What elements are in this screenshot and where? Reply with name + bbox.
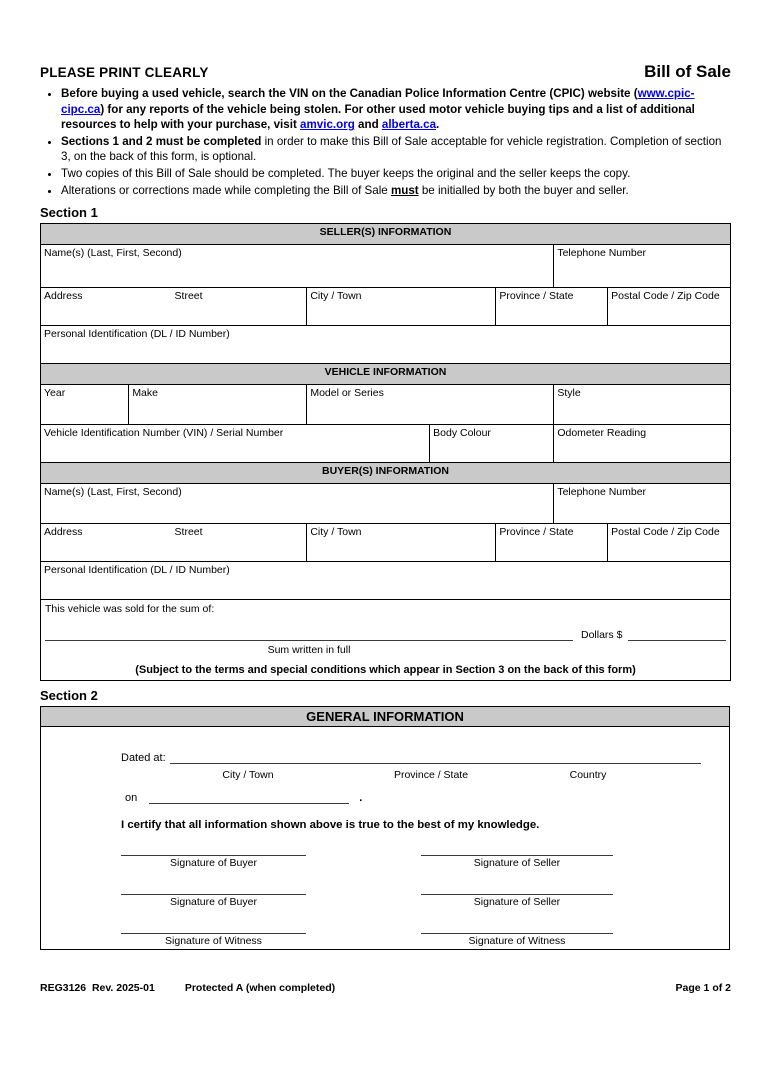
- seller-name-label: Name(s) (Last, First, Second): [44, 247, 182, 260]
- page-footer: [40, 982, 731, 994]
- vehicle-make-label: Make: [132, 387, 158, 400]
- certification-statement: I certify that all information shown above is true to the best of my knowledge.: [121, 819, 540, 832]
- buyer-province-label: Province / State: [499, 526, 574, 539]
- seller-address-label: Address: [44, 290, 83, 303]
- vehicle-make-field[interactable]: [129, 385, 307, 425]
- instruction-text-bold: Sections 1 and 2 must be completed: [61, 134, 262, 148]
- buyer-province-field[interactable]: [496, 524, 608, 562]
- buyer-personal-id-label: Personal Identification (DL / ID Number): [44, 564, 230, 577]
- buyer-name-label: Name(s) (Last, First, Second): [44, 486, 182, 499]
- sum-written-input-line[interactable]: [45, 626, 573, 641]
- general-info-content: [41, 727, 729, 949]
- instruction-alterations: [61, 183, 731, 199]
- instruction-text: Before buying a used vehicle, search the VIN on the Canadian Police Information Centre (CPIC) website (: [61, 87, 638, 100]
- instruction-text: .: [436, 118, 440, 132]
- form-number: REG3126 Rev. 2025-01: [40, 982, 155, 994]
- instruction-copies: [61, 166, 731, 182]
- dollars-amount-input-line[interactable]: [628, 626, 726, 641]
- seller-info-header: SELLER(S) INFORMATION: [41, 224, 731, 245]
- footer-spacer: [155, 982, 185, 994]
- buyer-telephone-label: Telephone Number: [557, 486, 647, 499]
- form-header: [40, 62, 731, 82]
- instruction-text: in order to make this Bill of Sale acceptable for vehicle registration. Completion of section 3, on the back of this form, is optional.: [61, 134, 722, 164]
- dated-city-label: City / Town: [222, 769, 274, 782]
- vehicle-body-colour-label: Body Colour: [433, 427, 491, 440]
- print-clearly-notice: PLEASE PRINT CLEARLY: [40, 65, 209, 80]
- amvic-link[interactable]: amvic.org: [300, 118, 355, 132]
- page-number: Page 1 of 2: [675, 982, 731, 994]
- buyer-postal-label: Postal Code / Zip Code: [611, 526, 720, 539]
- general-information-box: [40, 706, 730, 950]
- on-label: on: [125, 792, 138, 805]
- dated-at-label: Dated at:: [121, 752, 166, 765]
- protected-a-note: Protected A (when completed): [184, 982, 336, 994]
- instruction-cpic: [61, 86, 731, 133]
- instructions-list: [40, 86, 731, 198]
- vehicle-style-label: Style: [557, 387, 581, 400]
- date-input-line[interactable]: [149, 789, 349, 804]
- vehicle-vin-field[interactable]: [41, 425, 430, 463]
- dated-province-label: Province / State: [393, 769, 469, 782]
- buyer-name-field[interactable]: [41, 484, 554, 524]
- must-emphasis: must: [390, 183, 419, 197]
- buyer-postal-field[interactable]: [608, 524, 731, 562]
- witness-signature-line-right[interactable]: [421, 933, 613, 947]
- buyer-street-label: Street: [174, 526, 203, 539]
- seller-city-field[interactable]: [307, 288, 496, 326]
- buyer-signature-label-2: Signature of Buyer: [170, 896, 257, 909]
- instruction-text: Alterations or corrections made while completing the Bill of Sale: [61, 183, 391, 197]
- sale-sum-section: [41, 600, 731, 681]
- seller-postal-label: Postal Code / Zip Code: [611, 290, 720, 303]
- instruction-sections: [61, 134, 731, 165]
- seller-signature-line-1[interactable]: [421, 855, 613, 869]
- buyer-signature-line-1[interactable]: [121, 855, 306, 869]
- seller-province-field[interactable]: [496, 288, 608, 326]
- vehicle-year-label: Year: [44, 387, 66, 400]
- seller-name-field[interactable]: [41, 245, 554, 288]
- buyer-city-field[interactable]: [307, 524, 496, 562]
- date-on-row: [125, 789, 362, 804]
- vehicle-style-field[interactable]: [554, 385, 731, 425]
- general-info-header: GENERAL INFORMATION: [41, 707, 729, 727]
- seller-signature-line-2[interactable]: [421, 894, 613, 908]
- section1-table: [40, 223, 731, 681]
- instruction-text: be initialled by both the buyer and seller.: [418, 183, 629, 197]
- buyer-address-label: Address: [44, 526, 83, 539]
- vehicle-model-label: Model or Series: [310, 387, 384, 400]
- cpic-link[interactable]: www.cpic-cipc.ca: [61, 87, 695, 116]
- period-text: .: [359, 792, 363, 805]
- buyer-telephone-field[interactable]: [554, 484, 731, 524]
- vehicle-odometer-label: Odometer Reading: [557, 427, 647, 440]
- seller-signature-label-2: Signature of Seller: [473, 896, 561, 909]
- instruction-text: Two copies of this Bill of Sale should be completed. The buyer keeps the original and the seller keeps the copy.: [61, 166, 631, 180]
- seller-telephone-field[interactable]: [554, 245, 731, 288]
- vehicle-info-header: VEHICLE INFORMATION: [41, 364, 731, 385]
- instruction-text: and: [354, 118, 382, 132]
- buyer-signature-label-1: Signature of Buyer: [170, 857, 257, 870]
- vehicle-year-field[interactable]: [41, 385, 129, 425]
- witness-signature-line-left[interactable]: [121, 933, 306, 947]
- seller-province-label: Province / State: [499, 290, 574, 303]
- seller-telephone-label: Telephone Number: [557, 247, 647, 260]
- witness-signature-label-left: Signature of Witness: [165, 935, 262, 948]
- dated-at-row: [121, 749, 701, 764]
- sum-line-row: [45, 626, 726, 641]
- buyer-signature-line-2[interactable]: [121, 894, 306, 908]
- seller-signature-label-1: Signature of Seller: [473, 857, 561, 870]
- page-title: Bill of Sale: [644, 62, 731, 81]
- dated-country-label: Country: [569, 769, 607, 782]
- seller-address-field[interactable]: [41, 288, 307, 326]
- section1-heading: Section 1: [40, 205, 98, 221]
- vehicle-vin-label: Vehicle Identification Number (VIN) / Serial Number: [44, 427, 284, 440]
- seller-street-label: Street: [174, 290, 203, 303]
- sum-written-caption: Sum written in full: [267, 644, 351, 657]
- buyer-personal-id-field[interactable]: [41, 562, 731, 600]
- seller-city-label: City / Town: [310, 290, 362, 303]
- sold-for-sum-label: This vehicle was sold for the sum of:: [45, 603, 215, 616]
- seller-personal-id-field[interactable]: [41, 326, 731, 364]
- witness-signature-label-right: Signature of Witness: [468, 935, 566, 948]
- buyer-address-field[interactable]: [41, 524, 307, 562]
- dated-at-input-line[interactable]: [170, 749, 701, 764]
- seller-personal-id-label: Personal Identification (DL / ID Number): [44, 328, 230, 341]
- bill-of-sale-form: [40, 62, 731, 950]
- subject-to-terms-note: (Subject to the terms and special conditions which appear in Section 3 on the back of this form): [135, 664, 636, 677]
- section2-heading: Section 2: [40, 688, 98, 704]
- vehicle-body-colour-field[interactable]: [430, 425, 554, 463]
- buyer-info-header: BUYER(S) INFORMATION: [41, 463, 731, 484]
- vehicle-model-field[interactable]: [307, 385, 554, 425]
- alberta-link[interactable]: alberta.ca: [381, 118, 437, 132]
- dollars-label: Dollars $: [581, 629, 623, 642]
- instruction-text: ) for any reports of the vehicle being stolen. For other used motor vehicle buying tips and a list of additional resources to help with your purchase, visit: [61, 102, 695, 132]
- buyer-city-label: City / Town: [310, 526, 362, 539]
- seller-postal-field[interactable]: [608, 288, 731, 326]
- vehicle-odometer-field[interactable]: [554, 425, 731, 463]
